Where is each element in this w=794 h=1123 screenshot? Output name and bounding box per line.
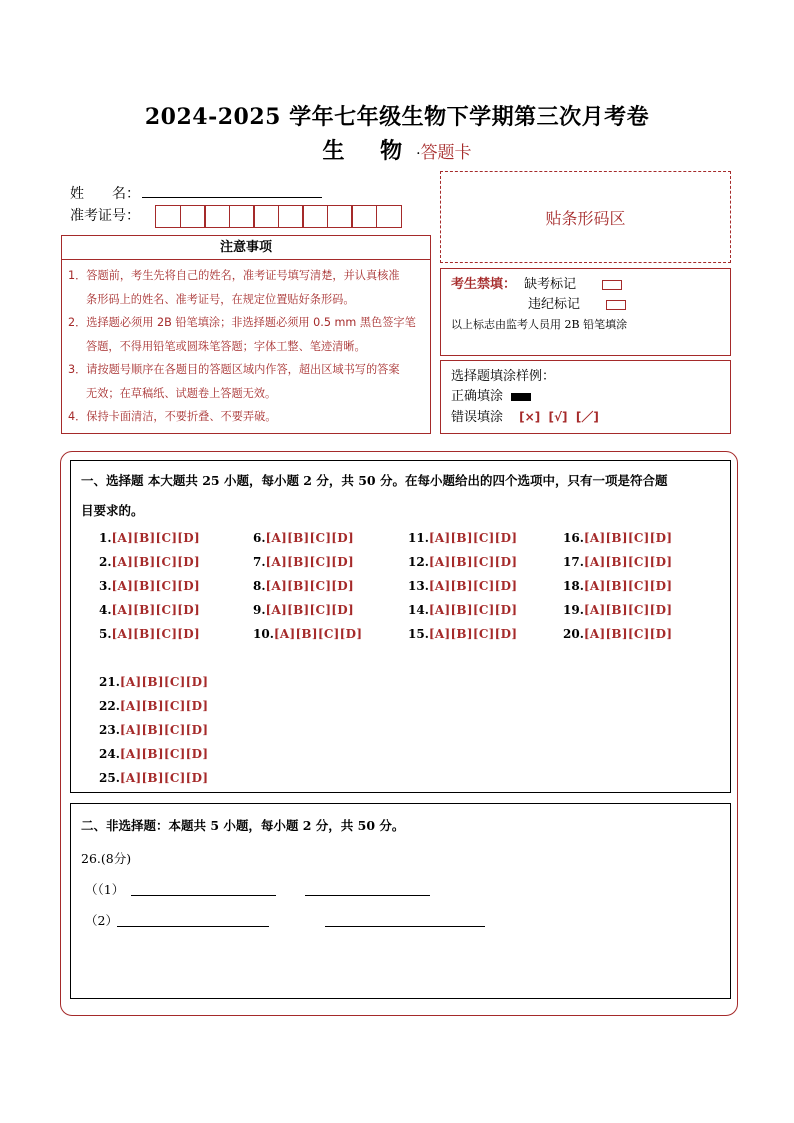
subject-dot: ·	[416, 146, 421, 162]
choice-options[interactable]: [A][B][C][D]	[428, 603, 518, 617]
answer-line-1a[interactable]	[131, 894, 276, 896]
id-box[interactable]	[253, 205, 279, 228]
id-box[interactable]	[351, 205, 377, 228]
answer-line-1b[interactable]	[305, 894, 430, 896]
choice-question[interactable]	[408, 627, 517, 641]
choice-options[interactable]: [A][B][C][D]	[583, 627, 673, 641]
notice-box	[61, 259, 431, 434]
choice-options[interactable]: [A][B][C][D]	[583, 603, 673, 617]
choice-options[interactable]: [A][B][C][D]	[265, 579, 354, 593]
question-number: 1.	[99, 531, 112, 545]
choice-options[interactable]: [A][B][C][D]	[428, 531, 518, 545]
question-number: 24.	[99, 747, 120, 761]
subject-line	[0, 134, 794, 165]
question-number: 11.	[408, 531, 429, 545]
question-number: 25.	[99, 771, 120, 785]
choice-question[interactable]	[563, 627, 672, 641]
question-number: 3.	[99, 579, 112, 593]
choice-question[interactable]	[99, 627, 200, 641]
choice-question[interactable]	[563, 603, 672, 617]
id-box[interactable]	[180, 205, 206, 228]
section1-title-cont: 目要求的。	[81, 503, 144, 518]
choice-options[interactable]: [A][B][C][D]	[119, 771, 209, 785]
id-number-boxes[interactable]	[155, 205, 400, 228]
choice-options[interactable]: [A][B][C][D]	[265, 531, 354, 545]
notice-item: 1．答题前，考生先将自己的姓名，准考证号填写清楚，并认真核准	[68, 269, 400, 282]
choice-options[interactable]: [A][B][C][D]	[583, 555, 673, 569]
name-label: 姓 名：	[70, 186, 140, 202]
choice-options[interactable]: [A][B][C][D]	[111, 627, 200, 641]
forbidden-box	[440, 268, 731, 356]
part-1-label: （（1）	[85, 882, 125, 897]
question-number: 8.	[253, 579, 266, 593]
choice-options[interactable]: [A][B][C][D]	[273, 627, 363, 641]
question-number: 12.	[408, 555, 429, 569]
absent-mark-box[interactable]	[602, 280, 622, 290]
id-box[interactable]	[229, 205, 255, 228]
question-number: 2.	[99, 555, 112, 569]
choice-question[interactable]	[253, 627, 362, 641]
section2-title: 二、非选择题：本题共 5 小题，每小题 2 分，共 50 分。	[81, 818, 405, 833]
name-field[interactable]	[142, 196, 322, 198]
part-2-label: （2）	[85, 913, 118, 928]
exam-title: 2024-2025 学年七年级生物下学期第三次月考卷	[144, 104, 650, 130]
id-box[interactable]	[376, 205, 402, 228]
answer-line-2a[interactable]	[117, 925, 269, 927]
question-number: 18.	[563, 579, 584, 593]
notice-item: 3．请按题号顺序在各题目的答题区域内作答，超出区域书写的答案	[68, 363, 400, 376]
forbidden-note: 以上标志由监考人员用 2B 铅笔填涂	[451, 318, 628, 331]
id-box[interactable]	[302, 205, 328, 228]
choice-question[interactable]	[563, 579, 672, 593]
section1-title: 一、选择题 本大题共 25 小题，每小题 2 分，共 50 分。在每小题给出的四个选项中，只有一项是符合题	[81, 473, 668, 488]
choice-options[interactable]: [A][B][C][D]	[265, 555, 354, 569]
choice-question[interactable]	[99, 555, 200, 569]
sample-box	[440, 360, 731, 434]
choice-options[interactable]: [A][B][C][D]	[119, 675, 209, 689]
choice-options[interactable]: [A][B][C][D]	[111, 603, 200, 617]
question-number: 15.	[408, 627, 429, 641]
choice-question[interactable]	[253, 531, 354, 545]
question-number: 13.	[408, 579, 429, 593]
choice-question[interactable]	[99, 675, 208, 689]
choice-options[interactable]: [A][B][C][D]	[265, 603, 354, 617]
choice-question[interactable]	[408, 555, 517, 569]
question-number: 21.	[99, 675, 120, 689]
choice-options[interactable]: [A][B][C][D]	[428, 627, 518, 641]
correct-label: 正确填涂	[451, 389, 504, 404]
question-number: 10.	[253, 627, 274, 641]
question-number: 14.	[408, 603, 429, 617]
question-number: 4.	[99, 603, 112, 617]
question-number: 23.	[99, 723, 120, 737]
question-26: 26.(8分)	[81, 851, 132, 866]
choice-question[interactable]	[563, 531, 672, 545]
violation-mark-box[interactable]	[606, 300, 626, 310]
correct-fill-sample	[511, 393, 531, 401]
choice-question[interactable]	[99, 747, 208, 761]
question-number: 19.	[563, 603, 584, 617]
section-non-choice	[70, 803, 731, 999]
choice-options[interactable]: [A][B][C][D]	[428, 555, 518, 569]
id-box[interactable]	[204, 205, 230, 228]
question-number: 7.	[253, 555, 266, 569]
violation-mark-label: 违纪标记	[528, 297, 581, 312]
choice-question[interactable]	[563, 555, 672, 569]
choice-options[interactable]: [A][B][C][D]	[111, 579, 200, 593]
choice-options[interactable]: [A][B][C][D]	[119, 699, 209, 713]
question-number: 20.	[563, 627, 584, 641]
absent-mark-label: 缺考标记	[524, 277, 577, 292]
id-label: 准考证号：	[70, 208, 140, 224]
question-number: 5.	[99, 627, 112, 641]
choice-question[interactable]	[99, 531, 200, 545]
forbidden-label: 考生禁填：	[451, 277, 517, 292]
choice-options[interactable]: [A][B][C][D]	[111, 531, 200, 545]
choice-question[interactable]	[408, 603, 517, 617]
question-number: 6.	[253, 531, 266, 545]
card-label: 答题卡	[420, 143, 472, 163]
choice-options[interactable]: [A][B][C][D]	[583, 579, 673, 593]
question-number: 16.	[563, 531, 584, 545]
choice-options[interactable]: [A][B][C][D]	[428, 579, 518, 593]
choice-question[interactable]	[253, 579, 354, 593]
notice-item: 4．保持卡面清洁，不要折叠、不要弄破。	[68, 410, 277, 423]
notice-item: 条形码上的姓名、准考证号，在规定位置贴好条形码。	[86, 292, 355, 306]
question-number: 22.	[99, 699, 120, 713]
choice-question[interactable]	[99, 603, 200, 617]
id-box[interactable]	[155, 205, 181, 228]
id-box[interactable]	[327, 205, 353, 228]
barcode-area: 贴条形码区	[440, 171, 731, 263]
question-number: 9.	[253, 603, 266, 617]
section-choice	[70, 460, 731, 793]
id-box[interactable]	[278, 205, 304, 228]
choice-question[interactable]	[408, 531, 517, 545]
notice-item: 2．选择题必须用 2B 铅笔填涂；非选择题必须用 0.5 mm 黑色签字笔	[68, 316, 416, 329]
answer-line-2b[interactable]	[325, 925, 485, 927]
choice-options[interactable]: [A][B][C][D]	[111, 555, 200, 569]
sample-label: 选择题填涂样例：	[451, 369, 556, 384]
notice-item: 无效；在草稿纸、试题卷上答题无效。	[86, 386, 277, 400]
choice-question[interactable]	[253, 555, 354, 569]
choice-question[interactable]	[408, 579, 517, 593]
notice-item: 答题，不得用铅笔或圆珠笔答题；字体工整、笔迹清晰。	[86, 339, 366, 353]
choice-question[interactable]	[99, 723, 208, 737]
wrong-fill-samples: [×] [√] [／]	[519, 410, 599, 424]
subject-name: 生 物	[322, 138, 417, 164]
choice-options[interactable]: [A][B][C][D]	[119, 723, 209, 737]
choice-question[interactable]	[99, 699, 208, 713]
choice-question[interactable]	[253, 603, 354, 617]
choice-question[interactable]	[99, 579, 200, 593]
wrong-label: 错误填涂	[451, 410, 504, 425]
choice-options[interactable]: [A][B][C][D]	[119, 747, 209, 761]
choice-question[interactable]	[99, 771, 208, 785]
choice-options[interactable]: [A][B][C][D]	[583, 531, 673, 545]
question-number: 17.	[563, 555, 584, 569]
notice-title: 注意事项	[61, 235, 431, 260]
